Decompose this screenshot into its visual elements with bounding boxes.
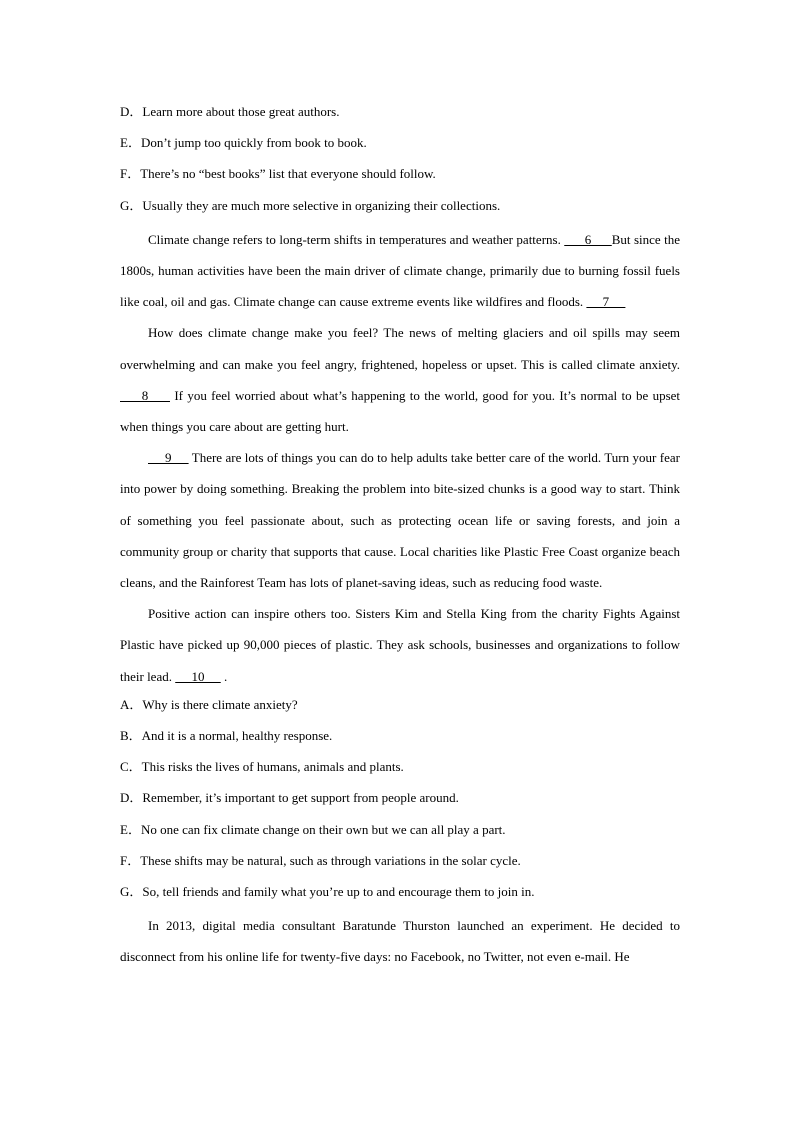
option-d-2: D．Remember, it’s important to get support from people around. <box>120 790 459 806</box>
document-content <box>120 99 680 973</box>
blank-7: 7 <box>586 294 626 310</box>
next-passage-paragraph-1: In 2013, digital media consultant Baratunde Thurston launched an experiment. He decided to disconnect from his online life for twenty-five days: no Facebook, no Twitter, not even e-mail. He <box>120 918 680 965</box>
option-a-2: A．Why is there climate anxiety? <box>120 696 298 712</box>
blank-8: 8 <box>120 387 170 403</box>
blank-6: 6 <box>564 231 612 247</box>
option-c-2: C．This risks the lives of humans, animals and plants. <box>120 759 404 775</box>
option-g-1: G．Usually they are much more selective in organizing their collections. <box>120 197 501 213</box>
blank-9: 9 <box>148 450 189 466</box>
passage-paragraph-4: Positive action can inspire others too. Sisters Kim and Stella King from the charity Fights Against Plastic have picked up 90,000 pieces of plastic. They ask schools, businesses and organizations to follow their lead. 10 . <box>120 606 680 684</box>
option-f-2: F．These shifts may be natural, such as through variations in the solar cycle. <box>120 852 521 868</box>
options-set-1 <box>120 99 680 224</box>
option-d-1: D．Learn more about those great authors. <box>120 104 340 119</box>
option-e-2: E．No one can fix climate change on their own but we can all play a part. <box>120 821 506 837</box>
option-g-2: G．So, tell friends and family what you’re up to and encourage them to join in. <box>120 883 535 899</box>
option-b-2: B．And it is a normal, healthy response. <box>120 727 333 743</box>
options-set-2 <box>120 692 680 910</box>
passage-paragraph-3: 9 There are lots of things you can do to help adults take better care of the world. Turn your fear into power by doing something. Breaking the problem into bite-sized chunks is a good way to start. Think of something you feel passionate about, such as protecting ocean life or saving forests, and join a community group or charity that supports that cause. Local charities like Plastic Free Coast organize beach cleans, and the Rainforest Team has lots of planet-saving ideas, such as reducing food waste. <box>120 450 680 590</box>
blank-10: 10 <box>175 668 221 684</box>
passage-paragraph-2: How does climate change make you feel? The news of melting glaciers and oil spills may seem overwhelming and can make you feel angry, frightened, hopeless or upset. This is called climate anxiety. 8 If you feel worried about what’s happening to the world, good for you. It’s normal to be upset when things you care about are getting hurt. <box>120 325 681 434</box>
option-e-1: E．Don’t jump too quickly from book to book. <box>120 135 367 151</box>
option-f-1: F．There’s no “best books” list that everyone should follow. <box>120 166 436 182</box>
passage-paragraph-1: Climate change refers to long-term shifts in temperatures and weather patterns. 6 But since the 1800s, human activities have been the main driver of climate change, primarily due to burning fossil fuels like coal, oil and gas. Climate change can cause extreme events like wildfires and floods. 7 <box>120 231 680 310</box>
